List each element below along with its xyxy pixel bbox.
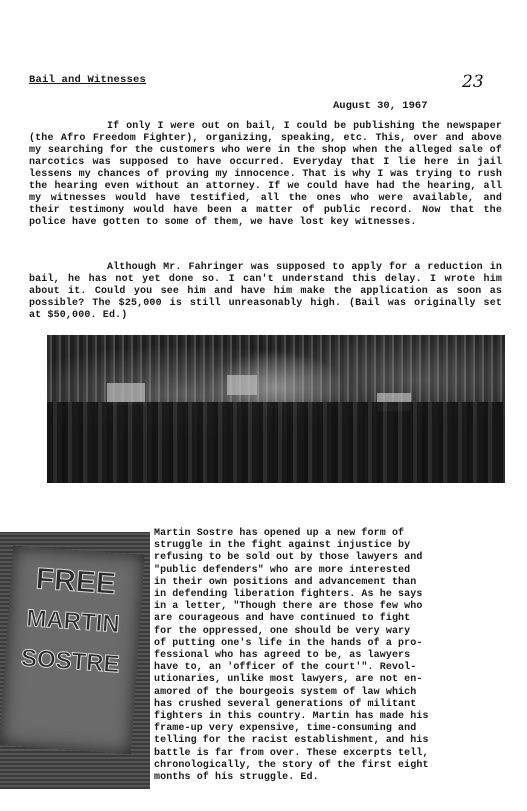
letter-date: August 30, 1967 xyxy=(333,100,428,112)
page-number: 23 xyxy=(462,72,484,92)
banner-line: MARTIN xyxy=(25,604,121,639)
caption-line: struggle in the fight against injustice by xyxy=(154,540,411,552)
photo-crowd xyxy=(47,402,505,483)
caption-line: refusing to be sold out by those lawyers and xyxy=(154,552,423,564)
caption-line: battle is far from over. These excerpts tell, xyxy=(154,747,429,759)
protest-crowd-photo xyxy=(47,335,505,483)
banner-lettering xyxy=(14,558,132,685)
caption-line: are courageous and have continued to fight xyxy=(154,613,411,625)
caption-line: frame-up very expensive, time-consuming and xyxy=(154,723,417,735)
caption-line: for the oppressed, one should be very wary xyxy=(154,625,411,637)
caption-line: fighters in this country. Martin has made his xyxy=(154,711,429,723)
paragraph-1: If only I were out on bail, I could be publishing the newspaper (the Afro Freedom Fighter), organizing, speaking, etc. This, over and above my searching for the customers who were in the shop when the alleged sale of narcotics was supposed to have occurred. Everyday that I lie here in jail lessens my chances of proving my innocence. That is why I was trying to rush the hearing even without an attorney. If we could have had the hearing, all my witnesses would have testified, all the ones who were available, and their testimony would have been a matter of public record. Now that the police have gotten to some of them, we have lost key witnesses. xyxy=(29,121,502,228)
photo-placard xyxy=(227,375,257,395)
caption-line: chronologically, the story of the first eight xyxy=(154,759,429,771)
caption-line: in their own positions and advancement than xyxy=(154,576,417,588)
caption-line: fessional who has agreed to be, as lawyers xyxy=(154,650,411,662)
caption-line: "public defenders" who are more interested xyxy=(154,564,411,576)
caption-line: utionaries, unlike most lawyers, are not en- xyxy=(154,674,423,686)
free-martin-sostre-sign-photo xyxy=(0,532,150,789)
banner-line: SOSTRE xyxy=(20,644,121,679)
caption-line: in a letter, "Though there are those few who xyxy=(154,601,423,613)
caption-line: telling for the racist establishment, and his xyxy=(154,735,429,747)
caption-line: of putting one's life in the hands of a pro- xyxy=(154,637,423,649)
caption-line: has crushed several generations of militant xyxy=(154,698,417,710)
section-heading: Bail and Witnesses xyxy=(29,74,147,86)
caption-line: in defending liberation fighters. As he says xyxy=(154,589,423,601)
editor-caption xyxy=(154,528,500,784)
caption-line: amored of the bourgeois system of law which xyxy=(154,686,417,698)
banner-line: FREE xyxy=(34,562,117,601)
caption-line: Martin Sostre has opened up a new form of xyxy=(154,528,405,539)
caption-line: have to, an 'officer of the court'". Revol- xyxy=(154,662,417,674)
caption-line: months of his struggle. Ed. xyxy=(154,772,319,784)
paragraph-2: Although Mr. Fahringer was supposed to apply for a reduction in bail, he has not yet done so. I can't understand this delay. I wrote him about it. Could you see him and have him make the application as soon as possible? The $25,000 is still unreasonably high. (Bail was originally set at $50,000. Ed.) xyxy=(29,262,502,321)
